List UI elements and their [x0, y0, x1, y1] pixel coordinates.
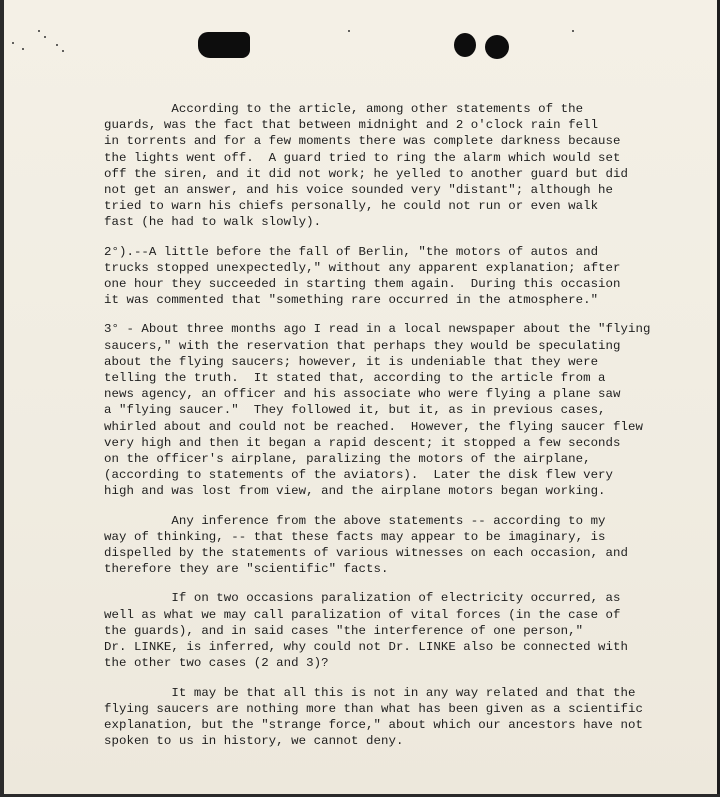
scan-edge-left [0, 0, 4, 797]
text-line: telling the truth. It stated that, according to the article from a [104, 371, 606, 386]
text-line: on the officer's airplane, paralizing the motors of the airplane, [104, 452, 591, 467]
paragraph [104, 513, 704, 578]
text-line: 2°).--A little before the fall of Berlin, "the motors of autos and [104, 244, 599, 259]
text-line: news agency, an officer and his associate who were flying a plane saw [104, 387, 621, 402]
punch-hole [454, 33, 476, 57]
text-line: about the flying saucers; however, it is undeniable that they were [104, 354, 599, 369]
ink-speck [22, 48, 24, 50]
text-line: off the siren, and it did not work; he yelled to another guard but did [104, 166, 628, 181]
text-line: saucers," with the reservation that perhaps they would be speculating [104, 338, 621, 353]
text-line: well as what we may call paralization of vital forces (in the case of [104, 607, 621, 622]
text-line: the other two cases (2 and 3)? [104, 656, 329, 671]
text-line: high and was lost from view, and the airplane motors began working. [104, 484, 606, 499]
ink-speck [348, 30, 350, 32]
text-line: Dr. LINKE, is inferred, why could not Dr. LINKE also be connected with [104, 640, 628, 655]
text-line: very high and then it began a rapid descent; it stopped a few seconds [104, 435, 621, 450]
text-line: not get an answer, and his voice sounded very "distant"; although he [104, 183, 614, 198]
paragraph [104, 101, 704, 231]
text-line: explanation, but the "strange force," about which our ancestors have not [104, 717, 643, 732]
text-line: a "flying saucer." They followed it, but it, as in previous cases, [104, 403, 606, 418]
ink-speck [56, 44, 58, 46]
typed-text-body [104, 101, 704, 762]
text-line: one hour they succeeded in starting them again. During this occasion [104, 277, 621, 292]
text-line: flying saucers are nothing more than what has been given as a scientific [104, 701, 643, 716]
ink-speck [12, 42, 14, 44]
ink-speck [38, 30, 40, 32]
text-line: If on two occasions paralization of electricity occurred, as [104, 591, 621, 606]
punch-hole [485, 35, 509, 59]
text-line: It may be that all this is not in any way related and that the [104, 685, 636, 700]
ink-speck [572, 30, 574, 32]
text-line: therefore they are "scientific" facts. [104, 562, 389, 577]
text-line: According to the article, among other statements of the [104, 102, 584, 116]
text-line: trucks stopped unexpectedly," without any apparent explanation; after [104, 260, 621, 275]
text-line: the lights went off. A guard tried to ring the alarm which would set [104, 150, 621, 165]
redaction-mark [198, 32, 250, 58]
paragraph [104, 244, 704, 309]
ink-speck [44, 36, 46, 38]
text-line: in torrents and for a few moments there was complete darkness because [104, 134, 621, 149]
text-line: dispelled by the statements of various witnesses on each occasion, and [104, 546, 628, 561]
text-line: Any inference from the above statements -- according to my [104, 513, 606, 528]
text-line: guards, was the fact that between midnight and 2 o'clock rain fell [104, 118, 599, 133]
text-line: whirled about and could not be reached. However, the flying saucer flew [104, 419, 643, 434]
text-line: (according to statements of the aviators). Later the disk flew very [104, 468, 614, 483]
ink-speck [62, 50, 64, 52]
text-line: it was commented that "something rare occurred in the atmosphere." [104, 293, 599, 308]
text-line: tried to warn his chiefs personally, he could not run or even walk [104, 199, 599, 214]
paragraph [104, 590, 704, 671]
text-line: way of thinking, -- that these facts may appear to be imaginary, is [104, 529, 606, 544]
text-line: fast (he had to walk slowly). [104, 215, 322, 230]
text-line: the guards), and in said cases "the interference of one person," [104, 623, 584, 638]
paragraph [104, 685, 704, 750]
paragraph [104, 321, 704, 499]
text-line: 3° - About three months ago I read in a local newspaper about the "flying [104, 322, 651, 337]
text-line: spoken to us in history, we cannot deny. [104, 734, 404, 749]
